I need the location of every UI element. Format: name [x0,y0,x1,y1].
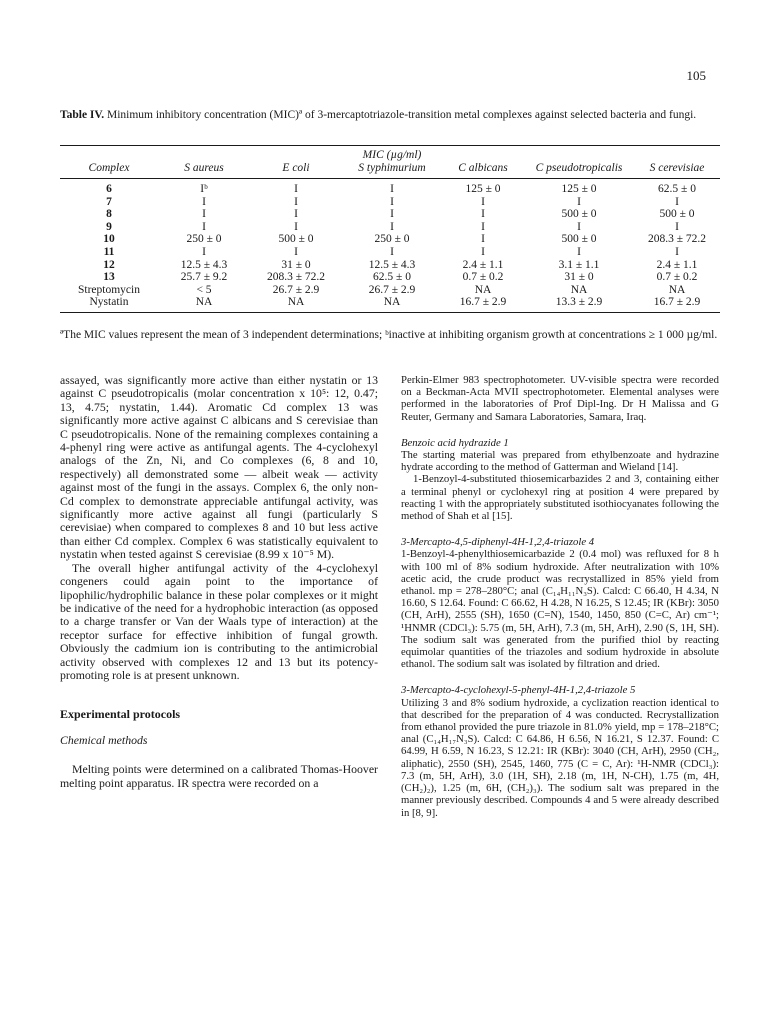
table-row [60,259,720,272]
table-cell: I [577,245,581,258]
left-column [60,374,378,790]
table-cell: I [202,195,206,208]
table-column-header: C pseudotropicalis [524,162,634,179]
table-cell: I [675,220,679,233]
table-cell: I [202,245,206,258]
table-column-header: S typhimurium [342,162,442,179]
table-row-label: 11 [103,245,115,258]
table-cell: NA [570,283,588,296]
right-column [401,374,719,819]
table-column-header: S cerevisiae [634,162,720,179]
table-cell: 31 ± 0 [564,271,594,284]
section-heading: Experimental protocols [60,707,181,722]
table-cell: 12.5 ± 4.3 [368,258,416,271]
right-paragraph-3: 1-Benzoyl-4-substituted thiosemicarbazides 2 and 3, containing either a terminal phenyl or cyclohexyl ring at position 4 were prepared by reacting 1 with the appropriately substituted isothiocyanates following the method of Shah et al [15]. [401,473,719,523]
table-column-header: Complex [60,162,158,179]
compound-5-heading: 3-Mercapto-4-cyclohexyl-5-phenyl-4H-1,2,4-triazole 5 [401,684,636,697]
right-paragraph-1: Perkin-Elmer 983 spectrophotometer. UV-visible spectra were recorded on a Beckman-Acta MVII spectrophotometer. Elemental analyses were performed in the laboratories of Prof Dipl-Ing. Dr H Malissa and G Reuter, Germany and Samara Laboratories, Samara, Iraq. [401,374,719,423]
table-cell: I [202,208,206,221]
table-cell: 250 ± 0 [186,233,222,246]
table-footnote: ªThe MIC values represent the mean of 3 independent determinations; ᵇinactive at inhibiting organism growth at concentrations ≥ 1 000 µg/ml. [60,329,718,341]
table-cell: 13.3 ± 2.9 [524,296,634,312]
right-paragraph-2: The starting material was prepared from ethylbenzoate and hydrazine hydrate according to the method of Gatterman and Wieland [14]. [401,449,719,474]
table-cell: I [294,245,298,258]
table-cell: I [390,245,394,258]
table-cell: I [294,195,298,208]
table-caption [60,108,720,122]
table-row-label: 10 [103,233,115,246]
table-header-row [60,162,720,179]
table-column-header: C albicans [442,162,524,179]
table-cell: I [390,208,394,221]
table-column-header: S aureus [158,162,250,179]
left-paragraph-2: The overall higher antifungal activity of the 4-cyclohexyl congeners could again point to the importance of lipophilic/hydrophilic balance in these polar complexes or it might be indicative of the need for a hydrophobic interaction (as opposed to a charge transfer or Van der Waals type of interaction) at the receptor surface for effective inhibition of fungal growth. Obviously the cadmium ion is contributing to the antimicrobial activity observed with complexes 12 and 13 but its potency-promoting role is at present unknown. [60,560,378,682]
table-cell: 125 ± 0 [465,183,501,195]
table-cell: I [294,220,298,233]
table-cell: 250 ± 0 [374,233,410,246]
table-cell: NA [342,296,442,312]
table-cell: I [675,195,679,208]
table-row-label: 7 [106,195,112,208]
table-cell: I [202,220,206,233]
table-cell: 500 ± 0 [561,208,597,221]
table-row [60,208,720,221]
compound-4-heading: 3-Mercapto-4,5-diphenyl-4H-1,2,4-triazole 4 [401,536,595,549]
mic-table-container [60,145,720,313]
table-cell: NA [474,283,492,296]
table-cell: 125 ± 0 [561,183,597,195]
table-cell: NA [668,283,686,296]
table-cell: 62.5 ± 0 [373,271,411,284]
table-cell: 25.7 ± 9.2 [180,271,228,284]
mic-table [60,145,720,313]
table-group-header: MIC (µg/ml) [342,146,442,163]
table-row-label: 9 [106,220,112,233]
table-row [60,196,720,209]
table-cell: 2.4 ± 1.1 [462,258,504,271]
table-row [60,221,720,234]
table-row-label: 6 [106,183,112,195]
table-cell: NA [158,296,250,312]
table-cell: 12.5 ± 4.3 [180,258,228,271]
table-row-label: Streptomycin [78,283,140,296]
table-cell: 0.7 ± 0.2 [656,271,698,284]
compound-1-heading: Benzoic acid hydrazide 1 [401,436,509,449]
table-row [60,284,720,297]
table-cell: I [577,195,581,208]
table-row [60,246,720,259]
table-cell: 208.3 ± 72.2 [266,271,326,284]
table-row [60,233,720,246]
table-cell: I [294,183,298,195]
table-row [60,179,720,196]
table-row-label: 13 [103,271,115,284]
table-cell: I [481,245,485,258]
table-cell: 500 ± 0 [659,208,695,221]
table-cell: I [481,208,485,221]
table-cell: 2.4 ± 1.1 [656,258,698,271]
table-cell: I [481,233,485,246]
table-cell: 0.7 ± 0.2 [462,271,504,284]
table-cell: NA [250,296,342,312]
table-group-header-row [60,146,720,163]
table-cell: I [577,220,581,233]
right-paragraph-4: 1-Benzoyl-4-phenylthiosemicarbazide 2 (0.4 mol) was refluxed for 8 h with 100 ml of 8% sodium hydroxide. After neutralization with 10% acetic acid, the crude product was recrystallized in 85% yield from ethanol. mp = 278–280°C; anal (C₁₄H₁₁N₃S). Calcd: C 66.40, H 4.34, N 16.60, S 12.64. Found: C 66.62, H 4.28, N 16.25, S 12.45; IR (KBr): 3050 (CH, ArH), 2555 (SH), 1650 (C=N), 1540, 1450, 850 (C=C, Ar) cm⁻¹; ¹HNMR (CDCl₃): 5.75 (m, 5H, ArH), 7.3 (m, 5H, ArH), 2.90 (S, 1H, SH). The sodium salt was generated from the purified thiol by reacting equimolar quantities of the triazoles and sodium hydroxide in absolute ethanol. The sodium salt was isolated by filtration and dried. [401,548,719,671]
table-cell: 26.7 ± 2.9 [368,283,416,296]
caption-text: Minimum inhibitory concentration (MIC)ª of 3-mercaptotriazole-transition metal complexes against selected bacteria and fungi. [106,109,697,121]
left-paragraph-3: Melting points were determined on a calibrated Thomas-Hoover melting point apparatus. IR spectra were recorded on a [60,762,378,790]
table-cell: 500 ± 0 [278,233,314,246]
table-cell: 208.3 ± 72.2 [647,233,707,246]
table-cell: I [481,195,485,208]
table-cell: 500 ± 0 [561,233,597,246]
table-cell: 3.1 ± 1.1 [558,258,600,271]
table-cell: I [390,195,394,208]
table-cell: 62.5 ± 0 [658,183,696,195]
table-cell: < 5 [196,283,212,296]
table-row [60,271,720,284]
page-number: 105 [686,68,706,83]
table-cell: 31 ± 0 [281,258,311,271]
table-cell: I [390,220,394,233]
table-column-header: E coli [250,162,342,179]
table-cell: I [294,208,298,221]
right-paragraph-5: Utilizing 3 and 8% sodium hydroxide, a cyclization reaction identical to that described for the preparation of 4 was conducted. Recrystallization from ethanol provided the pure triazole in 81.0% yield, mp = 178–218°C; anal (C₁₄H₁₇N₃S). Calcd: C 64.86, H 6.56, N 16.21, S 12.37. Found: C 64.99, H 6.59, N 16.23, S 12.21: IR (KBr): 3040 (CH, ArH), 2950 (CH₂, aliphatic), 2550 (SH), 2545, 1460, 775 (C = C, Ar): ¹H-NMR (CDCl₃): 7.3 (m, 5H, ArH), 3.0 (1H, SH), 2.18 (m, 1H, N-CH), 1.75 (m, 4H, (CH₂)₂), 1.25 (m, 6H, (CH₂)₃). The sodium salt was prepared in the manner previously described. Compounds 4 and 5 were already described in [8, 9]. [401,696,719,819]
table-row-label: 12 [103,258,115,271]
table-cell: Iᵇ [200,183,208,195]
table-cell: I [390,183,394,195]
table-row-label: Nystatin [60,296,158,312]
caption-label: Table IV. [60,109,105,121]
left-paragraph-1: assayed, was significantly more active than either nystatin or 13 against C pseudotropicalis (molar concentration x 10⁵: 12, 0.47; 13, 4.75; nystatin, 1.44). Aromatic Cd complex 13 was significantly more active against C albicans and S cerevisiae than C pseudotropicalis. None of the remaining complexes containing a 4-phenyl ring were active as antifungal agents. The 4-cyclohexyl analogs of the Zn, Ni, and Co complexes (6, 8 and 10, respectively) all demonstrated some — albeit weak — activity against most of the fungi in the assays. Complex 6, the only non-Cd complex to demonstrate appreciable antifungal activity, was significantly more active against all fungi (particularly S cerevisiae) when compared to complexes 8 and 10 but less active than either Cd complex. Complex 6 was statistically equivalent to nystatin when tested against S cerevisiae (8.99 x 10⁻⁵ M). [60,373,378,562]
table-cell: 16.7 ± 2.9 [634,296,720,312]
table-row-label: 8 [106,208,112,221]
table-cell: 16.7 ± 2.9 [442,296,524,312]
table-cell: I [675,245,679,258]
subsection-heading: Chemical methods [60,732,148,747]
table-cell: I [481,220,485,233]
table-cell: 26.7 ± 2.9 [272,283,320,296]
table-body [60,179,720,313]
table-row [60,296,720,312]
